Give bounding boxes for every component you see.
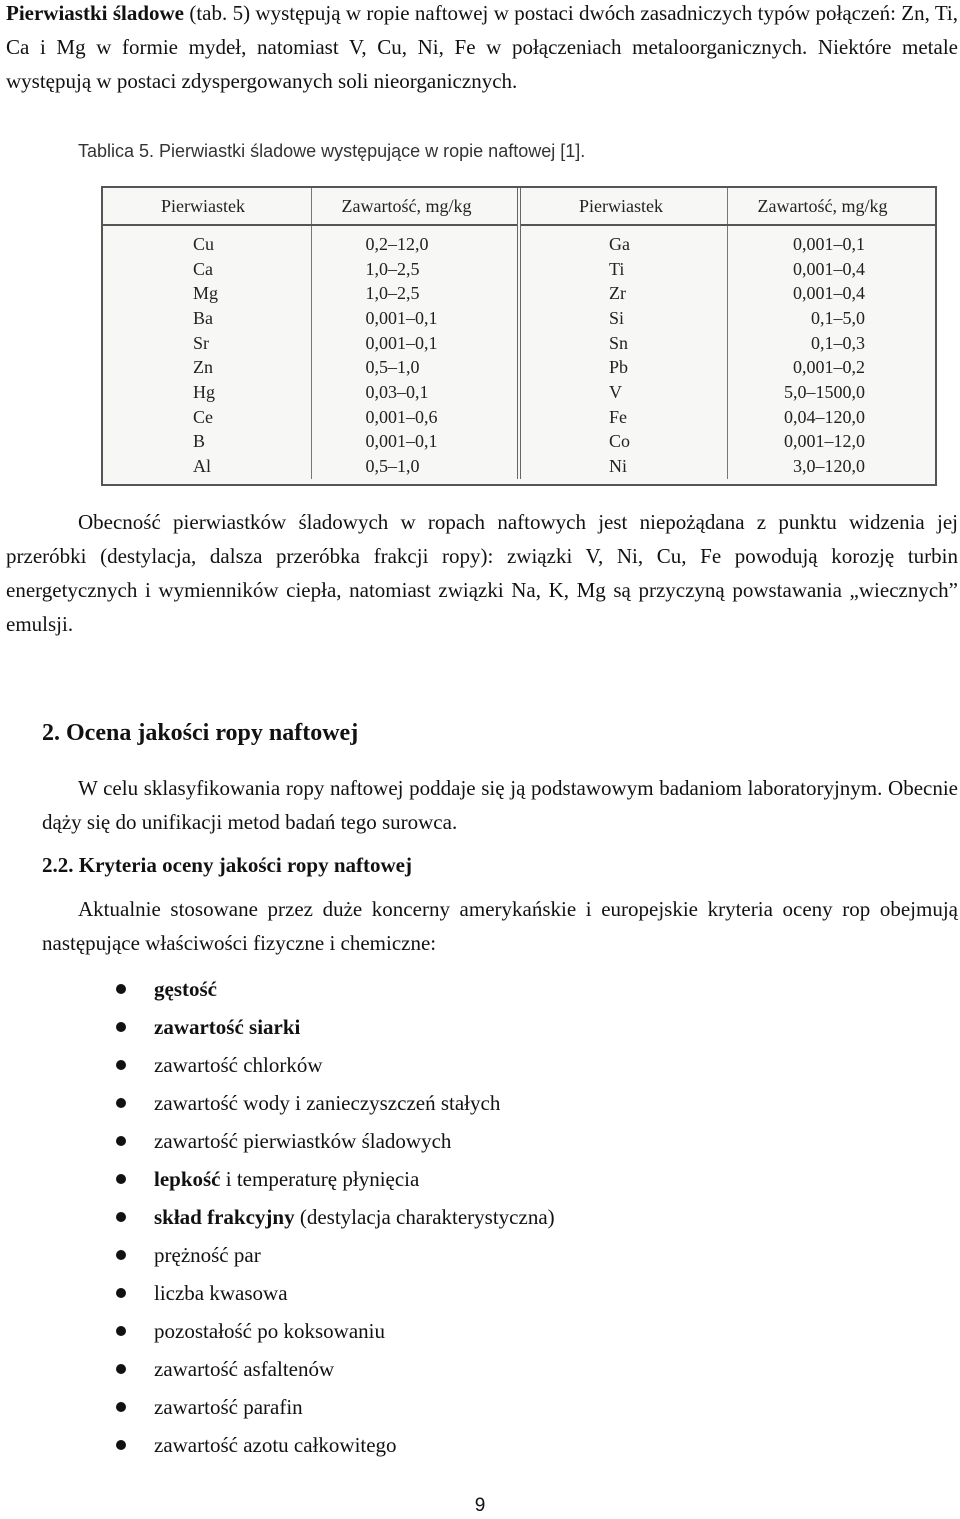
element-cell: Zn — [103, 355, 311, 380]
table-row — [103, 430, 935, 455]
presence-paragraph: Obecność pierwiastków śladowych w ropach naftowych jest niepożądana z punktu widzenia jej przeróbki (destylacja, dalsza przeróbka frakcji ropy): związki V, Ni, Cu, Fe powodują korozję turbin energetycznych i wymienników ciepła, natomiast związki Na, K, Mg są przyczyną powstawania „wiecznych” emulsji. — [6, 510, 958, 636]
bullet-icon — [116, 1250, 126, 1260]
content-cell: 5,0–1500,0 — [784, 381, 865, 402]
table-row — [103, 281, 935, 306]
content-cell: 0,5–1,0 — [311, 454, 519, 479]
table-header-cell: Zawartość, mg/kg — [727, 188, 935, 225]
element-cell: V — [519, 380, 727, 405]
element-cell: Co — [519, 430, 727, 455]
table-row — [103, 306, 935, 331]
criteria-list-item — [110, 1236, 555, 1274]
criteria-list-item — [110, 1084, 555, 1122]
content-cell: 3,0–120,0 — [793, 456, 865, 477]
trace-elements-table — [103, 188, 935, 479]
content-cell: 0,001–12,0 — [784, 431, 865, 452]
element-cell: Sn — [519, 331, 727, 356]
criteria-list-item — [110, 1312, 555, 1350]
table-row — [103, 380, 935, 405]
criteria-list-item — [110, 1426, 555, 1464]
bullet-icon — [116, 1174, 126, 1184]
criteria-text: zawartość pierwiastków śladowych — [154, 1129, 452, 1153]
criteria-list-item — [110, 1350, 555, 1388]
criteria-bold-text: skład frakcyjny — [154, 1205, 295, 1229]
element-cell: B — [103, 430, 311, 455]
section-2-2-heading: 2.2. Kryteria oceny jakości ropy naftowej — [42, 853, 412, 877]
criteria-list-item — [110, 970, 555, 1008]
intro-paragraph — [6, 0, 958, 98]
element-cell: Pb — [519, 355, 727, 380]
content-cell: 0,001–0,1 — [311, 430, 519, 455]
element-cell: Ti — [519, 257, 727, 282]
criteria-list — [110, 970, 555, 1464]
bullet-icon — [116, 1402, 126, 1412]
bullet-icon — [116, 1136, 126, 1146]
criteria-bold-text: gęstość — [154, 977, 217, 1001]
criteria-text: (destylacja charakterystyczna) — [294, 1205, 555, 1229]
table-row — [103, 331, 935, 356]
table-row — [103, 405, 935, 430]
table-row — [103, 355, 935, 380]
element-cell: Hg — [103, 380, 311, 405]
content-cell: 0,001–0,4 — [793, 258, 865, 279]
criteria-list-item — [110, 1388, 555, 1426]
element-cell: Ga — [519, 225, 727, 257]
bullet-icon — [116, 1098, 126, 1108]
section-2-2-paragraph: Aktualnie stosowane przez duże koncerny amerykańskie i europejskie kryteria oceny rop obejmują następujące właściwości fizyczne i chemiczne: — [42, 897, 958, 955]
content-cell: 1,0–2,5 — [311, 281, 519, 306]
trace-elements-table-frame — [101, 186, 937, 486]
table-header-cell: Pierwiastek — [519, 188, 727, 225]
intro-text: (tab. 5) występują w ropie naftowej w postaci dwóch zasadniczych typów połączeń: Zn, Ti, Ca i Mg w formie mydeł, natomiast V, Cu, Ni, Fe w połączeniach metaloorganicznych. Niektóre metale występują w postaci zdyspergowanych soli nieorganicznych. — [6, 1, 958, 93]
content-cell: 0,2–12,0 — [311, 225, 519, 257]
criteria-text: zawartość parafin — [154, 1395, 303, 1419]
content-cell: 1,0–2,5 — [311, 257, 519, 282]
content-cell: 0,04–120,0 — [784, 406, 865, 427]
criteria-list-item — [110, 1008, 555, 1046]
criteria-text: zawartość asfaltenów — [154, 1357, 335, 1381]
content-cell: 0,03–0,1 — [311, 380, 519, 405]
criteria-list-item — [110, 1160, 555, 1198]
bullet-icon — [116, 1212, 126, 1222]
content-cell: 0,001–0,1 — [311, 331, 519, 356]
table-row — [103, 225, 935, 257]
content-cell: 0,001–0,4 — [793, 283, 865, 304]
bullet-icon — [116, 984, 126, 994]
content-cell: 0,001–0,1 — [793, 233, 865, 254]
content-cell: 0,001–0,2 — [793, 357, 865, 378]
criteria-bold-text: lepkość — [154, 1167, 221, 1191]
element-cell: Ba — [103, 306, 311, 331]
criteria-list-item — [110, 1274, 555, 1312]
element-cell: Mg — [103, 281, 311, 306]
bullet-icon — [116, 1440, 126, 1450]
table-header-cell: Pierwiastek — [103, 188, 311, 225]
page-number: 9 — [474, 1495, 486, 1516]
table-header-row — [103, 188, 935, 225]
criteria-text: i temperaturę płynięcia — [220, 1167, 420, 1191]
table-header-cell: Zawartość, mg/kg — [311, 188, 519, 225]
criteria-text: liczba kwasowa — [154, 1281, 288, 1305]
content-cell: 0,1–0,3 — [811, 332, 865, 353]
content-cell: 0,001–0,6 — [311, 405, 519, 430]
criteria-list-item — [110, 1046, 555, 1084]
element-cell: Al — [103, 454, 311, 479]
element-cell: Ce — [103, 405, 311, 430]
element-cell: Cu — [103, 225, 311, 257]
element-cell: Ca — [103, 257, 311, 282]
table-row — [103, 257, 935, 282]
table-caption: Tablica 5. Pierwiastki śladowe występujące w ropie naftowej [1]. — [78, 141, 586, 161]
criteria-bold-text: zawartość siarki — [154, 1015, 301, 1039]
bullet-icon — [116, 1326, 126, 1336]
criteria-text: zawartość chlorków — [154, 1053, 323, 1077]
criteria-text: pozostałość po koksowaniu — [154, 1319, 385, 1343]
content-cell: 0,1–5,0 — [811, 307, 865, 328]
criteria-text: prężność par — [154, 1243, 261, 1267]
section-2-heading: 2. Ocena jakości ropy naftowej — [42, 720, 359, 746]
bullet-icon — [116, 1060, 126, 1070]
element-cell: Si — [519, 306, 727, 331]
bullet-icon — [116, 1288, 126, 1298]
element-cell: Zr — [519, 281, 727, 306]
content-cell: 0,5–1,0 — [311, 355, 519, 380]
table-row — [103, 454, 935, 479]
criteria-list-item — [110, 1122, 555, 1160]
section-2-paragraph: W celu sklasyfikowania ropy naftowej poddaje się ją podstawowym badaniom laboratoryjnym. Obecnie dąży się do unifikacji metod badań tego surowca. — [42, 776, 958, 834]
element-cell: Fe — [519, 405, 727, 430]
criteria-text: zawartość azotu całkowitego — [154, 1433, 397, 1457]
criteria-text: zawartość wody i zanieczyszczeń stałych — [154, 1091, 501, 1115]
content-cell: 0,001–0,1 — [311, 306, 519, 331]
element-cell: Sr — [103, 331, 311, 356]
intro-lead: Pierwiastki śladowe — [6, 1, 184, 25]
bullet-icon — [116, 1022, 126, 1032]
bullet-icon — [116, 1364, 126, 1374]
element-cell: Ni — [519, 454, 727, 479]
criteria-list-item — [110, 1198, 555, 1236]
